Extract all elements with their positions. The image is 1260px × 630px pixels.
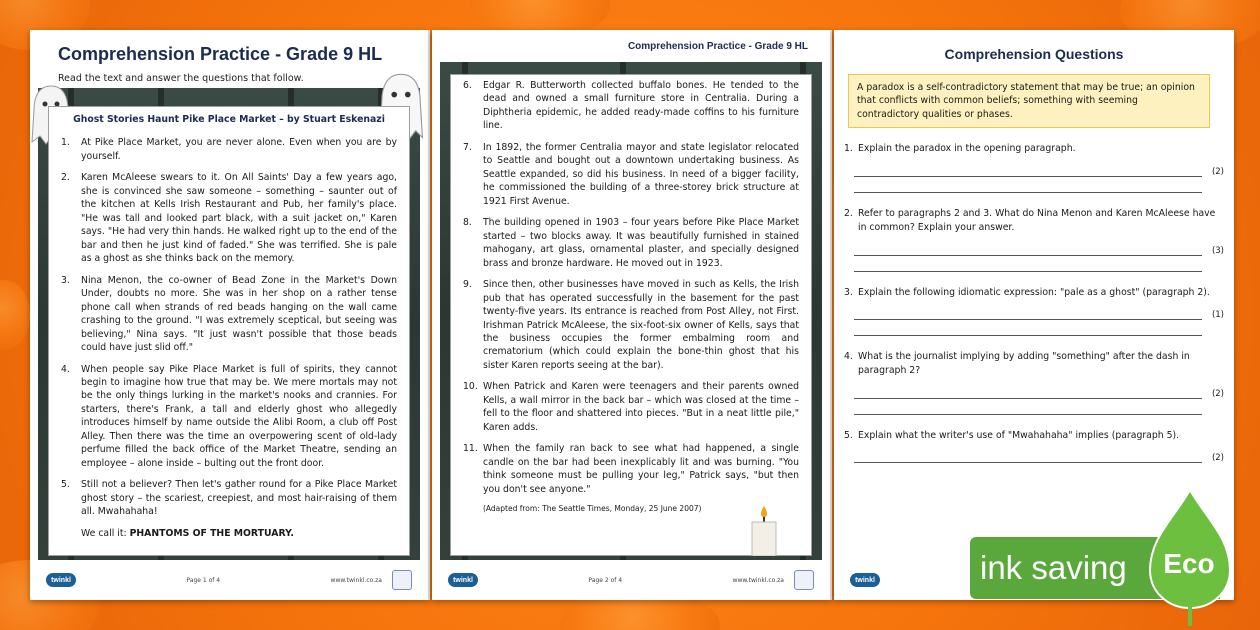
page-header (432, 30, 830, 62)
callout-line (81, 527, 397, 540)
answer-line[interactable] (854, 462, 1202, 463)
answer-line[interactable] (854, 320, 1202, 336)
quality-badge-icon (392, 570, 412, 590)
paragraph (61, 171, 397, 265)
paragraph-number: 1. (61, 137, 70, 149)
page-title: Comprehension Practice - Grade 9 HL (58, 44, 383, 64)
answer-line[interactable] (854, 176, 1202, 177)
question-item (844, 207, 1224, 272)
page-number: Page 1 of 4 (186, 576, 221, 584)
paragraph-number: 7. (463, 141, 472, 153)
paragraph-number: 5. (61, 479, 70, 491)
question-number: 5. (844, 429, 853, 441)
marks-label: (1) (1211, 310, 1224, 321)
paragraph-text: When people say Pike Place Market is full of spirits, they cannot begin to imagine how true that may be. We mere mortals may not be the only things lurking in the market's nooks and crannies. For starters, there's Frank, a tall and elderly ghost who allegedly introduces himself by name outside the Alibi Room, a club off Post Alley. Then there was the time an overpowering scent of old-lady perfume filled the back office of the Market Theatre, sending an employee – alone inside – bulting out the front door. (81, 363, 397, 469)
callout-bold: PHANTOMS OF THE MORTUARY. (129, 527, 294, 539)
paragraph-number: 2. (61, 172, 70, 184)
answer-line[interactable] (854, 177, 1202, 193)
question-item (844, 429, 1224, 463)
story-title: Ghost Stories Haunt Pike Place Market – by Stuart Eskenazi (73, 114, 385, 125)
marks-label: (2) (1211, 388, 1224, 399)
ink-saving-label: ink saving (980, 549, 1127, 586)
paragraph (61, 363, 397, 471)
paragraph-number: 4. (61, 363, 70, 375)
worksheet-page-2 (432, 30, 832, 600)
twinkl-logo: twinkl (46, 573, 76, 587)
marks-label: (3) (1211, 245, 1224, 256)
candle-icon (744, 504, 784, 556)
question-item (844, 142, 1224, 192)
instruction-text: Read the text and answer the questions that follow. (58, 73, 304, 84)
source-citation: (Adapted from: The Seattle Times, Monday, 25 June 2007) (483, 504, 702, 514)
question-item (844, 286, 1224, 336)
paragraph-number: 10. (463, 381, 478, 393)
question-number: 3. (844, 286, 853, 298)
pumpkin-decoration (0, 280, 30, 350)
answer-line[interactable] (854, 256, 1202, 272)
paragraph (463, 141, 799, 208)
paragraph-number: 9. (463, 279, 472, 291)
question-number: 1. (844, 143, 853, 155)
footer-url[interactable]: www.twinkl.co.za (732, 576, 784, 584)
paragraph-number: 6. (463, 80, 472, 91)
paragraph-number: 3. (61, 274, 70, 286)
question-text: Refer to paragraphs 2 and 3. What do Nina Menon and Karen McAleese have in common? Explain your answer. (858, 207, 1216, 234)
footer-url[interactable]: www.twinkl.co.za (330, 576, 382, 584)
quality-badge-icon (794, 570, 814, 590)
page-footer (30, 560, 428, 600)
paragraph-text: When the family ran back to see what had happened, a single candle on the bar had been inexplicably lit and was burning. "You think someone must be pulling your leg," Patrick says, "but then you don't see anyone." (483, 443, 799, 495)
page-title: Comprehension Questions (944, 46, 1124, 62)
question-text: Explain the following idiomatic expression: "pale as a ghost" (paragraph 2). (858, 286, 1210, 298)
question-list (834, 128, 1234, 463)
answer-line[interactable] (854, 319, 1202, 320)
eco-label: Eco (1163, 548, 1215, 579)
story-card (450, 74, 812, 556)
paragraph (463, 79, 799, 133)
marks-label: (2) (1211, 166, 1224, 177)
paragraph (61, 478, 397, 518)
paragraph-number: 11. (463, 443, 478, 455)
paragraph-text: At Pike Place Market, you are never alone. Even when you are by yourself. (81, 137, 397, 162)
paragraph (463, 278, 799, 372)
paragraph (463, 380, 799, 434)
paragraph (61, 274, 397, 355)
question-text: Explain what the writer's use of "Mwahahaha" implies (paragraph 5). (858, 429, 1180, 441)
question-text: Explain the paradox in the opening paragraph. (858, 143, 1076, 155)
paragraph (61, 136, 397, 163)
answer-line[interactable] (854, 398, 1202, 399)
paragraph-text: Since then, other businesses have moved in such as Kells, the Irish pub that has operated successfully in the basement for the past twenty-five years. Its entrance is reached from Post Alley, not First. Irishman Patrick McAleese, the six-foot-six owner of Kells, says that the business occupies the former embalming room and crematorium (which could explain the bone-thin ghost that his sister Karen reports seeing at the bar). (483, 279, 799, 371)
paragraph-text: Still not a believer? Then let's gather round for a Pike Place Market ghost story – the scariest, creepiest, and most hair-raising of them all. Mwahahaha! (81, 479, 397, 518)
question-item (844, 350, 1224, 415)
paragraph-text: Edgar R. Butterworth collected buffalo bones. He tended to the dead and owned a small furniture store in Centralia. During a Diphtheria epidemic, he added ready-made coffins to his furniture line. (483, 80, 799, 132)
question-number: 4. (844, 351, 853, 363)
paragraph (463, 442, 799, 496)
paragraph (463, 216, 799, 270)
definition-box: A paradox is a self-contradictory statement that may be true; an opinion that conflicts with common beliefs; something with seeming contradictory qualities or phases. (848, 74, 1210, 128)
marks-label: (2) (1211, 453, 1224, 464)
paragraph-text: Karen McAleese swears to it. On All Saints' Day a few years ago, she is convinced she saw someone – something – saunter out of the kitchen at Kells Irish Restaurant and Pub, her family's place. "He was tall and looked part black, with a suit jacket on," Karen says. "He had very thin hands. He walked right up to the end of the bar and then he just kind of faded." She was terrified. She is pale as a ghost as she thinks back on the memory. (81, 172, 397, 265)
callout-prefix: We call it: (81, 527, 130, 539)
twinkl-logo: twinkl (850, 573, 880, 587)
paragraph-text: The building opened in 1903 – four years before Pike Place Market started – two blocks away. It was beautifully furnished in stained mahogany, art glass, ornamental plaster, and specially designed brass and bronze hardware. He moved out in 1923. (483, 217, 799, 269)
twinkl-logo: twinkl (448, 573, 478, 587)
paragraph-text: Nina Menon, the co-owner of Bead Zone in the Market's Down Under, doubts no more. She was in her shop on a rather tense phone call when strands of red beads hanging on the wall came crashing to the ground. "I was extremely sceptical, but seeing was believing," Nina says. "It just wasn't possible that those beads could have just slid off." (81, 274, 397, 354)
answer-line[interactable] (854, 255, 1202, 256)
page-footer (432, 560, 830, 600)
story-card (48, 106, 410, 556)
page-title: Comprehension Practice - Grade 9 HL (627, 40, 808, 52)
paragraph-text: In 1892, the former Centralia mayor and state legislator relocated to Seattle and bought out a downtown undertaking business. As Seattle expanded, so did his business. In need of a bigger facility, he commissioned the building of a three-storey brick structure at 1921 First Avenue. (483, 141, 799, 207)
worksheet-page-1 (30, 30, 430, 600)
paragraph-text: When Patrick and Karen were teenagers and their parents owned Kells, a wall mirror in the back bar – which was closed at the time – fell to the floor and shattered into pieces. "But in a neat little pile," Karen adds. (483, 381, 799, 433)
answer-line[interactable] (854, 399, 1202, 415)
paragraph-number: 8. (463, 217, 472, 229)
question-text: What is the journalist implying by adding "something" after the dash in paragraph 2? (858, 351, 1190, 377)
page-number: Page 2 of 4 (588, 576, 623, 584)
question-number: 2. (844, 207, 853, 219)
